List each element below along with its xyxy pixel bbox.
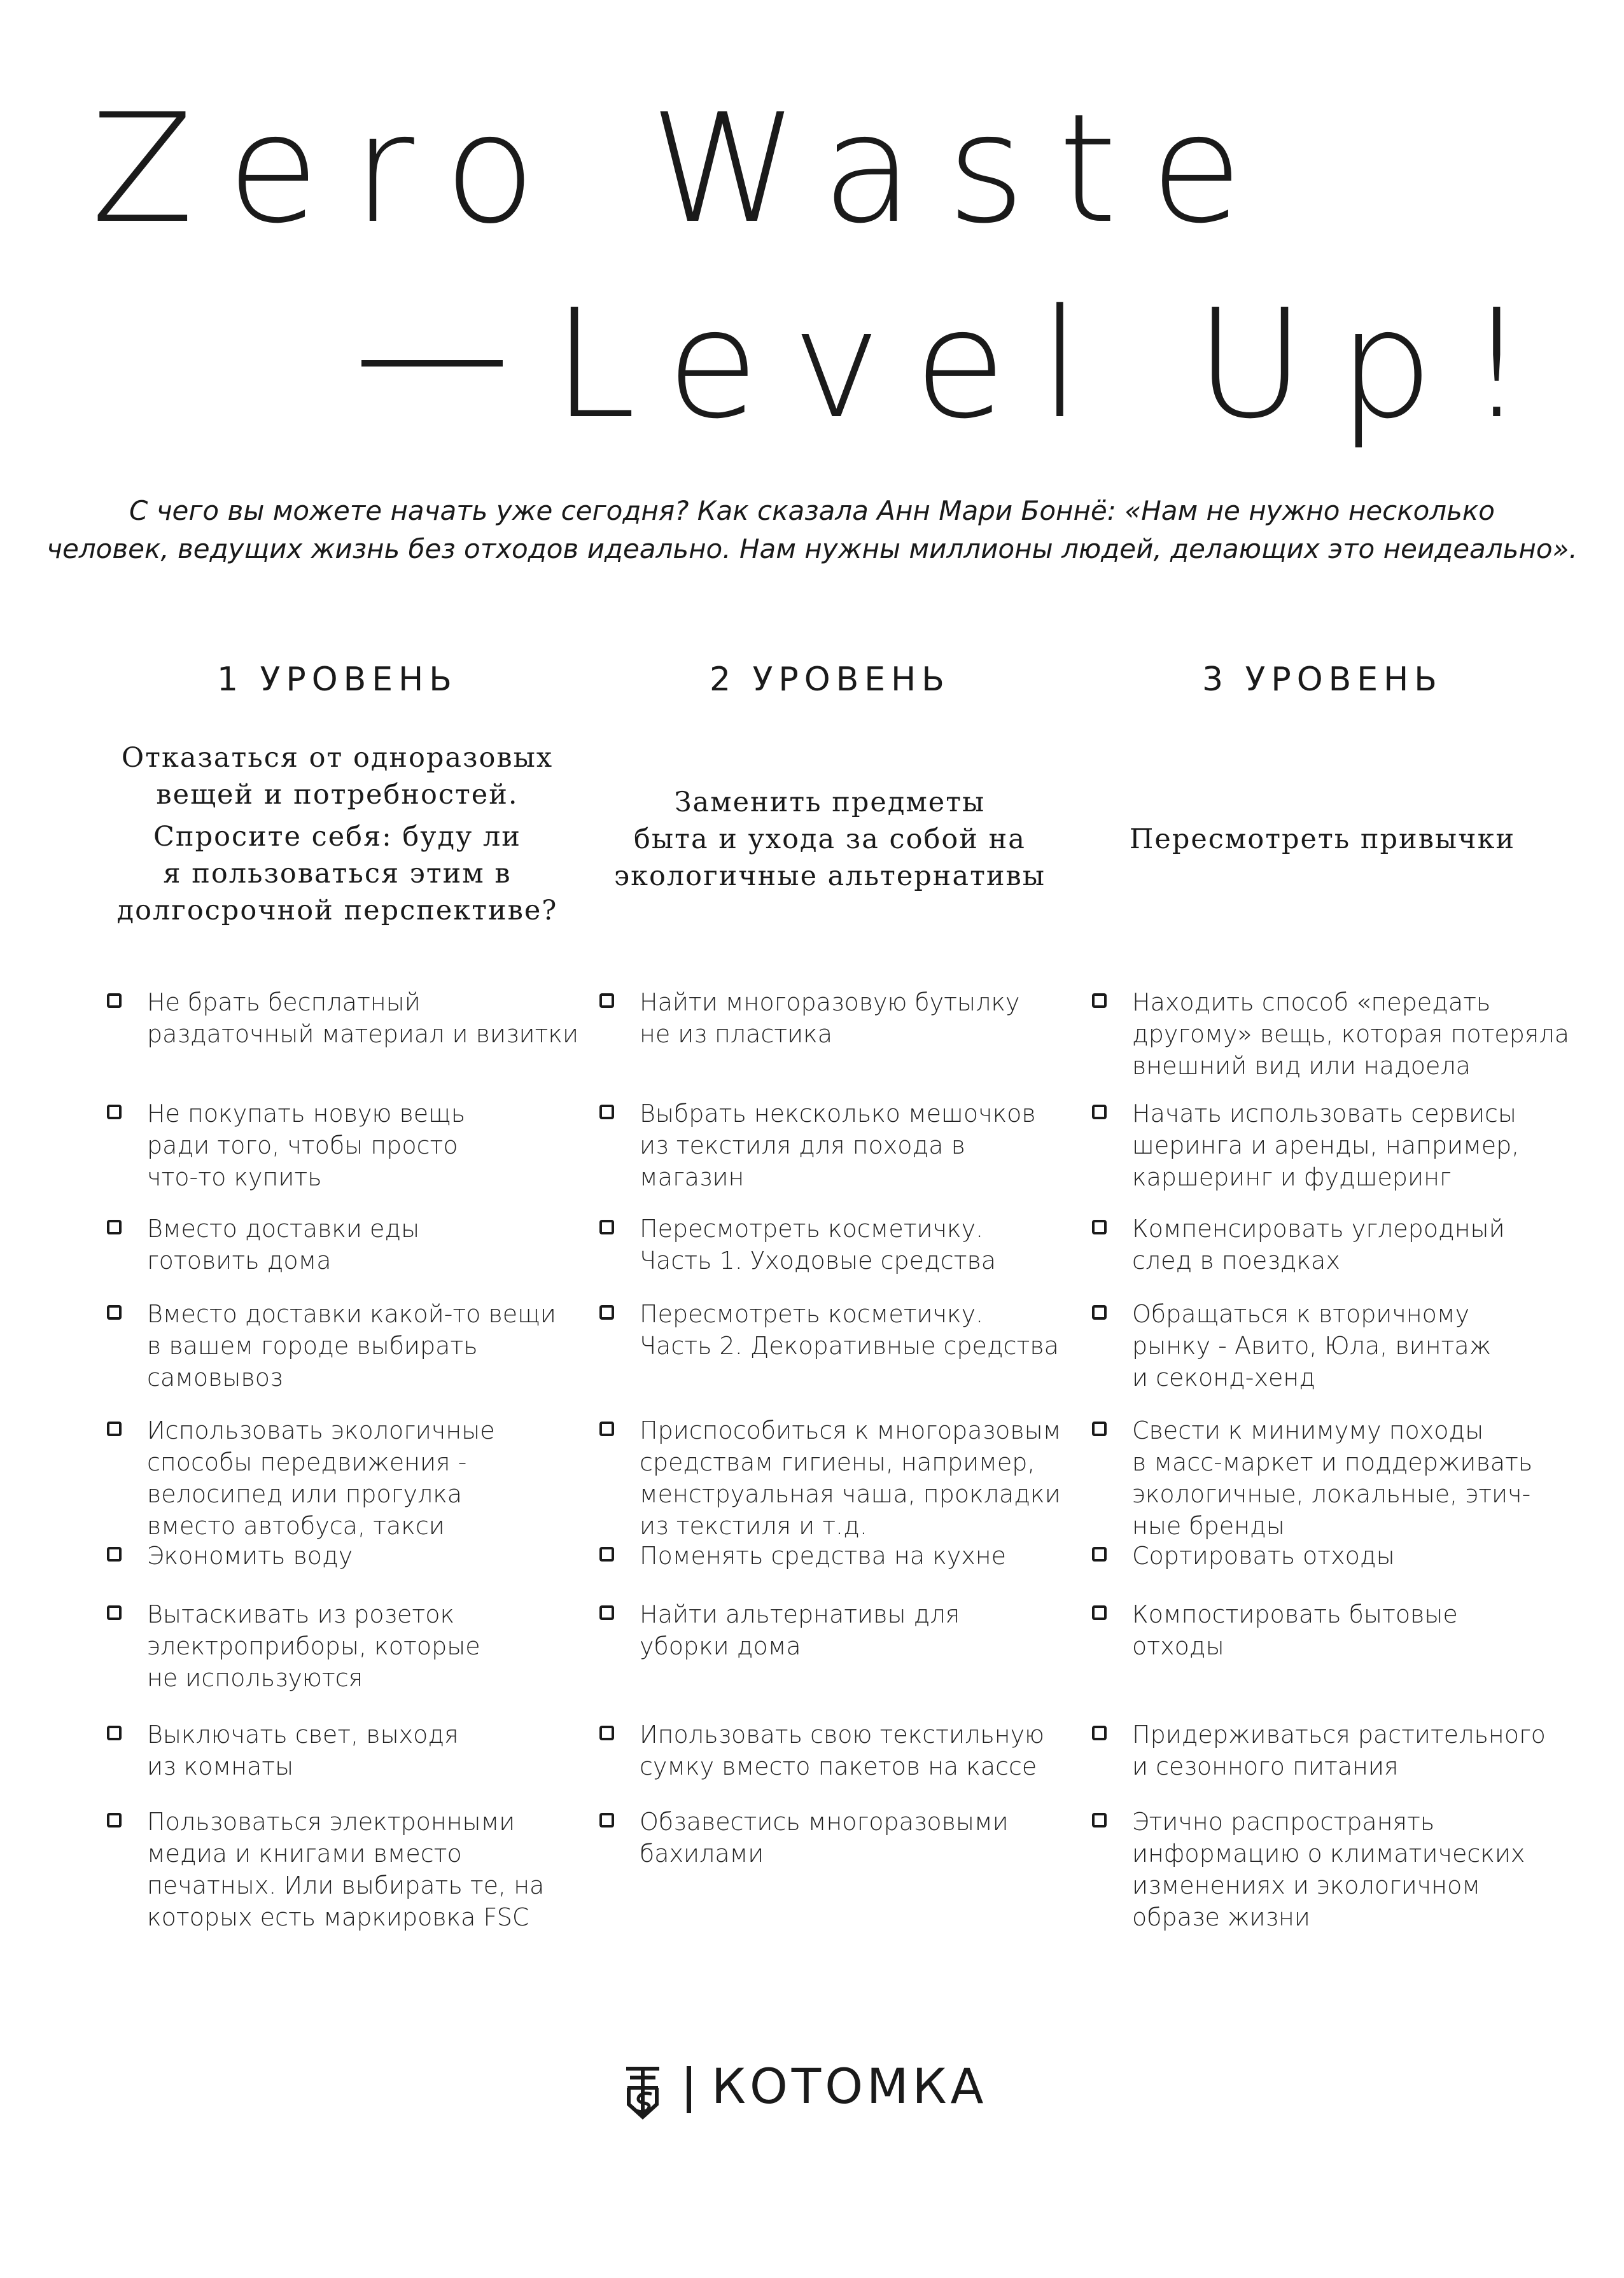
task-checkbox[interactable] <box>1092 1813 1107 1827</box>
brand-logo <box>624 2058 1018 2128</box>
checklist-item <box>1074 1098 1571 1206</box>
task-checkbox[interactable] <box>599 1547 614 1562</box>
task-label-line: Сортировать отходы <box>1132 1542 1395 1570</box>
checklist-item <box>89 1098 585 1206</box>
task-label <box>1132 1719 1546 1782</box>
checklist-item <box>1074 1298 1571 1406</box>
task-label <box>147 1213 419 1276</box>
checklist-item <box>1074 986 1571 1094</box>
level-goal-line: Заменить предметы <box>674 786 986 818</box>
title-line-2 <box>361 277 1560 452</box>
task-label <box>640 1098 1036 1193</box>
level-goal <box>89 739 585 929</box>
checklist-item <box>1074 1806 1571 1931</box>
task-label-line: Ипользовать свою текстильную <box>640 1721 1044 1749</box>
task-checkbox[interactable] <box>107 1422 122 1436</box>
task-label <box>1132 1098 1519 1193</box>
checklist-item <box>582 1415 1078 1540</box>
task-label-line: Не брать бесплатный <box>147 988 421 1016</box>
task-label-line: Пересмотреть косметичку. <box>640 1300 984 1328</box>
task-label-line: что-то купить <box>147 1163 322 1191</box>
checklist-item <box>89 986 585 1094</box>
task-checkbox[interactable] <box>599 1726 614 1740</box>
task-checkbox[interactable] <box>107 993 122 1008</box>
task-label-line: Пользоваться электронными <box>147 1808 515 1836</box>
task-label-line: в масс-маркет и поддерживать <box>1132 1448 1533 1476</box>
task-label-line: Вытаскивать из розеток <box>147 1600 455 1628</box>
task-label-line: не из пластика <box>640 1020 832 1048</box>
task-label-line: велосипед или прогулка <box>147 1480 463 1508</box>
checklist-item <box>89 1806 585 1931</box>
task-label-line: и сезонного питания <box>1132 1752 1399 1780</box>
task-label-line: медиа и книгами вместо <box>147 1840 462 1868</box>
logo-divider <box>687 2066 691 2113</box>
level-goal-line: быта и ухода за собой на <box>634 823 1026 855</box>
level-goal-line: экологичные альтернативы <box>614 860 1046 892</box>
task-label-line: экологичные, локальные, этич- <box>1132 1480 1531 1508</box>
title-line-1: Zero Waste <box>91 81 1276 256</box>
task-label-line: уборки дома <box>640 1632 801 1660</box>
task-label <box>147 1415 495 1542</box>
task-label-line: Выключать свет, выходя <box>147 1721 459 1749</box>
task-checkbox[interactable] <box>107 1220 122 1234</box>
task-checkbox[interactable] <box>599 1813 614 1827</box>
level-goal-line: Отказаться от одноразовых <box>121 742 554 774</box>
task-label-line: рынку - Авито, Юла, винтаж <box>1132 1332 1492 1360</box>
task-label <box>640 1806 1009 1869</box>
task-label-line: способы передвижения - <box>147 1448 467 1476</box>
task-label-line: Пересмотреть косметичку. <box>640 1215 984 1243</box>
level-goal <box>582 784 1078 895</box>
task-label <box>1132 1598 1458 1662</box>
task-label-line: Часть 2. Декоративные средства <box>640 1332 1059 1360</box>
task-label-line: Обзавестись многоразовыми <box>640 1808 1009 1836</box>
task-checkbox[interactable] <box>107 1547 122 1562</box>
intro-line-2: человек, ведущих жизнь без отходов идеально. Нам нужны миллионы людей, делающих это неидеально». <box>46 533 1578 564</box>
task-label-line: Использовать экологичные <box>147 1416 495 1444</box>
task-label-line: Вместо доставки еды <box>147 1215 420 1243</box>
task-label <box>1132 1806 1525 1933</box>
level-column-1 <box>89 636 585 2004</box>
task-label-line: из текстиля и т.д. <box>640 1512 867 1540</box>
checklist-item <box>89 1598 585 1707</box>
checklist-item <box>582 1598 1078 1707</box>
task-label-line: Вместо доставки какой-то вещи <box>147 1300 556 1328</box>
task-label-line: средствам гигиены, например, <box>640 1448 1035 1476</box>
task-checkbox[interactable] <box>599 1422 614 1436</box>
task-label-line: Найти многоразовую бутылку <box>640 988 1020 1016</box>
task-label <box>1132 1213 1505 1276</box>
task-label <box>640 1213 996 1276</box>
task-label-line: Находить способ «передать <box>1132 988 1491 1016</box>
task-label <box>640 1719 1044 1782</box>
task-label-line: Свести к минимуму походы <box>1132 1416 1484 1444</box>
task-checkbox[interactable] <box>1092 1547 1107 1562</box>
task-checkbox[interactable] <box>1092 1305 1107 1320</box>
task-label <box>147 1298 556 1394</box>
checklist-item <box>89 1298 585 1406</box>
task-checkbox[interactable] <box>107 1305 122 1320</box>
task-label-line: ные бренды <box>1132 1512 1285 1540</box>
task-checkbox[interactable] <box>599 1105 614 1119</box>
task-checkbox[interactable] <box>599 1220 614 1234</box>
task-label-line: раздаточный материал и визитки <box>147 1020 578 1048</box>
task-checkbox[interactable] <box>599 993 614 1008</box>
task-label-line: Не покупать новую вещь <box>147 1100 466 1128</box>
level-goal-line: долгосрочной перспективе? <box>116 895 558 926</box>
task-label <box>1132 1415 1532 1542</box>
level-column-3 <box>1074 636 1571 2004</box>
task-label-line: бахилами <box>640 1840 764 1868</box>
checklist-item <box>582 1098 1078 1206</box>
task-label-line: из текстиля для похода в <box>640 1131 965 1159</box>
task-checkbox[interactable] <box>107 1605 122 1620</box>
task-label-line: которых есть маркировка FSC <box>147 1903 529 1931</box>
task-label-line: не используются <box>147 1664 363 1692</box>
task-label-line: образе жизни <box>1132 1903 1310 1931</box>
task-label-line: след в поездках <box>1132 1247 1340 1275</box>
task-label <box>147 1598 480 1694</box>
task-checkbox[interactable] <box>107 1105 122 1119</box>
task-label <box>1132 986 1569 1082</box>
task-label <box>640 1298 1059 1362</box>
task-label-line: Придерживаться растительного <box>1132 1721 1546 1749</box>
task-label-line: в вашем городе выбирать <box>147 1332 478 1360</box>
task-label-line: шеринга и аренды, например, <box>1132 1131 1520 1159</box>
task-label-line: Найти альтернативы для <box>640 1600 960 1628</box>
level-goal-line: Пересмотреть привычки <box>1129 823 1516 855</box>
level-heading: 1 УРОВЕНЬ <box>217 660 458 699</box>
level-heading: 2 УРОВЕНЬ <box>710 660 950 699</box>
task-checkbox[interactable] <box>599 1305 614 1320</box>
task-label-line: печатных. Или выбирать те, на <box>147 1871 545 1899</box>
task-label-line: Выбрать нексколько мешочков <box>640 1100 1036 1128</box>
checklist-item <box>1074 1415 1571 1540</box>
title-line-2-text: Level Up! <box>552 277 1560 452</box>
level-goal-line: Спросите себя: буду ли <box>153 821 521 853</box>
level-heading: 3 УРОВЕНЬ <box>1202 660 1443 699</box>
level-column-2 <box>582 636 1078 2004</box>
level-goal <box>1074 821 1571 858</box>
task-label <box>640 1598 960 1662</box>
checklist-item <box>582 986 1078 1094</box>
task-label <box>147 1098 465 1193</box>
task-label-line: Этично распространять <box>1132 1808 1435 1836</box>
task-label-line: магазин <box>640 1163 745 1191</box>
task-checkbox[interactable] <box>1092 1220 1107 1234</box>
task-label <box>147 986 578 1050</box>
task-label-line: Обращаться к вторичному <box>1132 1300 1470 1328</box>
task-label-line: Компенсировать углеродный <box>1132 1215 1505 1243</box>
level-goal-line: я пользоваться этим в <box>163 858 512 890</box>
task-label-line: каршеринг и фудшеринг <box>1132 1163 1452 1191</box>
level-goal-line: вещей и потребностей. <box>156 779 519 811</box>
checklist-item <box>582 1298 1078 1406</box>
task-checkbox[interactable] <box>107 1726 122 1740</box>
task-label <box>147 1719 459 1782</box>
task-label-line: Часть 1. Уходовые средства <box>640 1247 996 1275</box>
task-label-line: менструальная чаша, прокладки <box>640 1480 1061 1508</box>
task-label <box>1132 1540 1395 1572</box>
task-label-line: самовывоз <box>147 1364 283 1392</box>
task-label-line: Приспособиться к многоразовым <box>640 1416 1061 1444</box>
task-label-line: внешний вид или надоела <box>1132 1052 1471 1080</box>
task-label <box>1132 1298 1491 1394</box>
task-label-line: Компостировать бытовые <box>1132 1600 1458 1628</box>
task-label-line: информацию о климатических <box>1132 1840 1525 1868</box>
task-label-line: сумку вместо пакетов на кассе <box>640 1752 1037 1780</box>
task-label-line: Экономить воду <box>147 1542 353 1570</box>
task-checkbox[interactable] <box>599 1605 614 1620</box>
task-label-line: Поменять средства на кухне <box>640 1542 1007 1570</box>
task-checkbox[interactable] <box>1092 1605 1107 1620</box>
task-label <box>147 1540 353 1572</box>
task-label <box>640 986 1019 1050</box>
task-label-line: другому» вещь, которая потеряла <box>1132 1020 1569 1048</box>
checklist-item <box>89 1415 585 1540</box>
task-label-line: Начать использовать сервисы <box>1132 1100 1516 1128</box>
task-label-line: отходы <box>1132 1632 1224 1660</box>
task-label-line: из комнаты <box>147 1752 294 1780</box>
task-checkbox[interactable] <box>1092 993 1107 1008</box>
checklist-item <box>1074 1598 1571 1707</box>
task-label <box>640 1415 1061 1542</box>
checklist-item <box>582 1806 1078 1914</box>
task-label-line: ради того, чтобы просто <box>147 1131 458 1159</box>
task-label <box>640 1540 1006 1572</box>
task-label-line: изменениях и экологичном <box>1132 1871 1480 1899</box>
kotomka-monogram-icon <box>624 2062 662 2121</box>
intro-line-1: С чего вы можете начать уже сегодня? Как сказала Анн Мари Боннё: «Нам не нужно несколько <box>129 495 1495 526</box>
task-checkbox[interactable] <box>107 1813 122 1827</box>
brand-name: КОТОМКА <box>711 2058 988 2114</box>
task-label-line: вместо автобуса, такси <box>147 1512 445 1540</box>
task-checkbox[interactable] <box>1092 1105 1107 1119</box>
task-label <box>147 1806 544 1933</box>
task-label-line: готовить дома <box>147 1247 332 1275</box>
task-label-line: электроприборы, которые <box>147 1632 480 1660</box>
task-checkbox[interactable] <box>1092 1726 1107 1740</box>
task-label-line: и секонд-хенд <box>1132 1364 1315 1392</box>
task-checkbox[interactable] <box>1092 1422 1107 1436</box>
